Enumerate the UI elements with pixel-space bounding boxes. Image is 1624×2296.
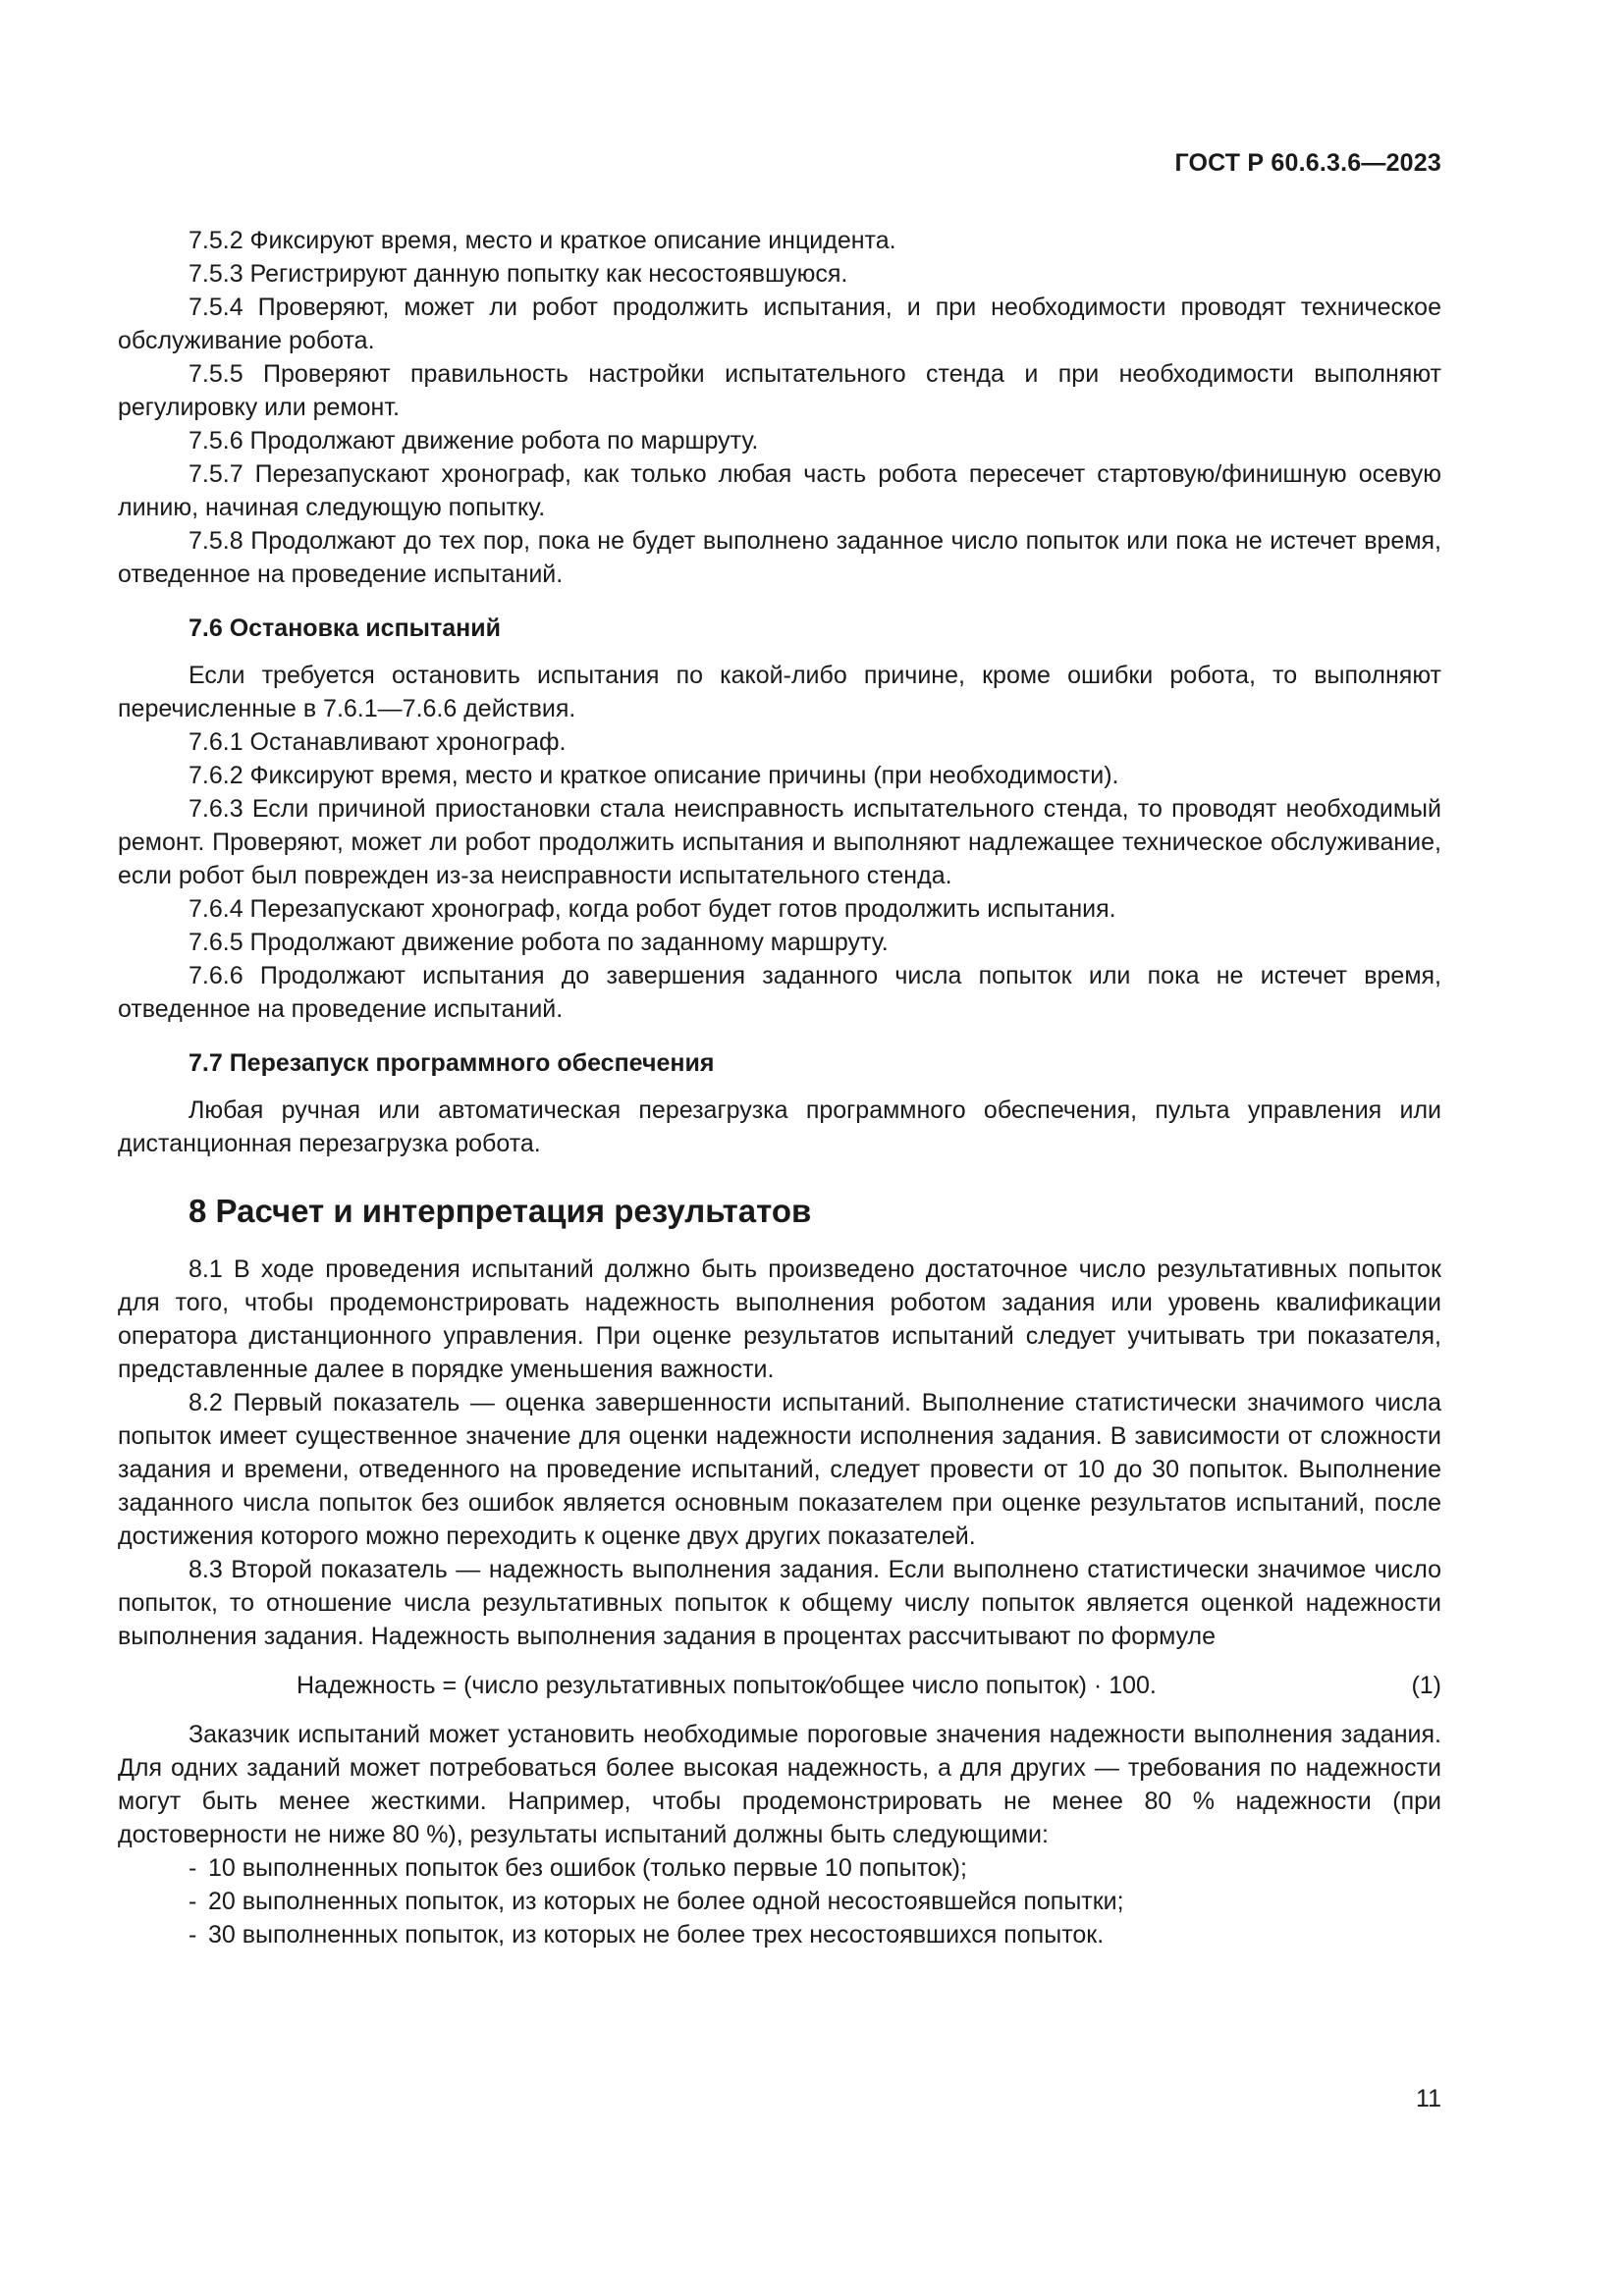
paragraph-thresholds: Заказчик испытаний может установить необходимые пороговые значения надежности выполнения задания. Для одних заданий может потребоваться более высокая надежность, а для других — требования по надежности могут быть менее жесткими. Например, чтобы продемонстрировать не менее 80 % надежности (при достоверности не ниже 80 %), результаты испытаний должны быть следующими: (118, 1721, 1441, 1848)
list-dash: - (189, 1854, 197, 1882)
paragraph-7-6-4: 7.6.4 Перезапускают хронограф, когда робот будет готов продолжить испытания. (189, 895, 1116, 923)
list-item-text: 20 выполненных попыток, из которых не более одной несостоявшейся попытки; (208, 1888, 1124, 1915)
page-number: 11 (1416, 2085, 1441, 2112)
list-item (118, 1918, 1441, 1951)
paragraph-7-5-5: 7.5.5 Проверяют правильность настройки испытательного стенда и при необходимости выполняют регулировку или ремонт. (118, 360, 1441, 421)
formula-number: (1) (1411, 1672, 1441, 1699)
paragraph-7-5-4: 7.5.4 Проверяют, может ли робот продолжить испытания, и при необходимости проводят техническое обслуживание робота. (118, 294, 1441, 354)
formula-1 (118, 1669, 1441, 1702)
paragraph-7-5-7: 7.5.7 Перезапускают хронограф, как только любая часть робота пересечет стартовую/финишную осевую линию, начиная следующую попытку. (118, 460, 1441, 521)
list-dash: - (189, 1888, 197, 1915)
formula-text: Надежность = (число результативных попыток⁄общее число попыток) · 100. (297, 1672, 1157, 1699)
paragraph-8-1: 8.1 В ходе проведения испытаний должно быть произведено достаточное число результативных попыток для того, чтобы продемонстрировать надежность выполнения роботом задания или уровень квалификации оператора дистанционного управления. При оценке результатов испытаний следует учитывать три показателя, представленные далее в порядке уменьшения важности. (118, 1255, 1441, 1383)
list-item-text: 30 выполненных попыток, из которых не более трех несостоявшихся попыток. (208, 1921, 1105, 1949)
list-item (118, 1851, 1441, 1885)
paragraph-8-3: 8.3 Второй показатель — надежность выполнения задания. Если выполнено статистически значимое число попыток, то отношение числа результативных попыток к общему числу попыток является оценкой надежности выполнения задания. Надежность выполнения задания в процентах рассчитывают по формуле (118, 1556, 1441, 1650)
list-item-text: 10 выполненных попыток без ошибок (только первые 10 попыток); (208, 1854, 967, 1882)
document-code: ГОСТ Р 60.6.3.6—2023 (1174, 149, 1441, 177)
paragraph-7-5-3: 7.5.3 Регистрируют данную попытку как несостоявшуюся. (189, 260, 848, 288)
section-heading-7-7: 7.7 Перезапуск программного обеспечения (189, 1049, 715, 1077)
paragraph-7-5-2: 7.5.2 Фиксируют время, место и краткое описание инцидента. (189, 227, 896, 254)
paragraph-7-6-3: 7.6.3 Если причиной приостановки стала неисправность испытательного стенда, то проводят необходимый ремонт. Проверяют, может ли робот продолжить испытания и выполняют надлежащее техническое обслуживание, если робот был поврежден из-за неисправности испытательного стенда. (118, 795, 1441, 889)
paragraph-7-5-8: 7.5.8 Продолжают до тех пор, пока не будет выполнено заданное число попыток или пока не истечет время, отведенное на проведение испытаний. (118, 527, 1441, 588)
paragraph-7-7: Любая ручная или автоматическая перезагрузка программного обеспечения, пульта управления или дистанционная перезагрузка робота. (118, 1096, 1441, 1157)
section-heading-7-6: 7.6 Остановка испытаний (189, 614, 502, 642)
paragraph-7-5-6: 7.5.6 Продолжают движение робота по маршруту. (189, 427, 759, 454)
paragraph-7-6-intro: Если требуется остановить испытания по какой-либо причине, кроме ошибки робота, то выполняют перечисленные в 7.6.1—7.6.6 действия. (118, 662, 1441, 722)
page-content (118, 224, 1441, 1951)
chapter-heading-8: 8 Расчет и интерпретация результатов (189, 1193, 812, 1229)
paragraph-7-6-5: 7.6.5 Продолжают движение робота по заданному маршруту. (189, 929, 889, 956)
paragraph-7-6-6: 7.6.6 Продолжают испытания до завершения заданного числа попыток или пока не истечет время, отведенное на проведение испытаний. (118, 962, 1441, 1023)
paragraph-7-6-2: 7.6.2 Фиксируют время, место и краткое описание причины (при необходимости). (189, 762, 1119, 789)
list-item (118, 1885, 1441, 1918)
paragraph-7-6-1: 7.6.1 Останавливают хронограф. (189, 728, 567, 756)
paragraph-8-2: 8.2 Первый показатель — оценка завершенности испытаний. Выполнение статистически значимого числа попыток имеет существенное значение для оценки надежности исполнения задания. В зависимости от сложности задания и времени, отведенного на проведение испытаний, следует провести от 10 до 30 попыток. Выполнение заданного числа попыток без ошибок является основным показателем при оценке результатов испытаний, после достижения которого можно переходить к оценке двух других показателей. (118, 1389, 1441, 1550)
list-dash: - (189, 1921, 197, 1949)
